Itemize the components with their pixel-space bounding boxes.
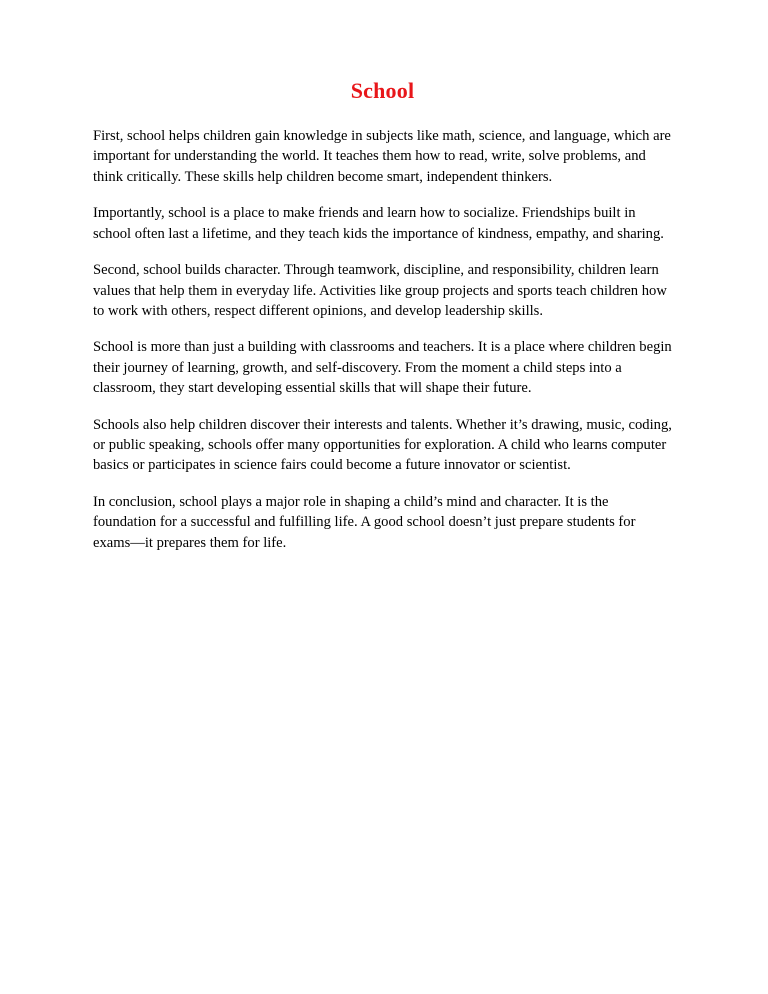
paragraph: First, school helps children gain knowledge in subjects like math, science, and language, which are important for understanding the world. It teaches them how to read, write, solve problems, and think critically. These skills help children become smart, independent thinkers. <box>93 128 671 185</box>
paragraph: Importantly, school is a place to make friends and learn how to socialize. Friendships built in school often last a lifetime, and they teach kids the importance of kindness, empathy, and sharing. <box>93 205 664 242</box>
paragraph: School is more than just a building with classrooms and teachers. It is a place where children begin their journey of learning, growth, and self-discovery. From the moment a child steps into a classroom, they start developing essential skills that will shape their future. <box>93 339 672 397</box>
document-body <box>93 126 672 553</box>
paragraph: Second, school builds character. Through teamwork, discipline, and responsibility, children learn values that help them in everyday life. Activities like group projects and sports teach children how to work with others, respect different opinions, and develop leadership skills. <box>93 262 667 319</box>
paragraph: In conclusion, school plays a major role in shaping a child’s mind and character. It is the foundation for a successful and fulfilling life. A good school doesn’t just prepare students for exams—it prepares them for life. <box>93 493 636 551</box>
page-title: School <box>350 78 415 103</box>
paragraph: Schools also help children discover their interests and talents. Whether it’s drawing, music, coding, or public speaking, schools offer many opportunities for exploration. A child who learns computer basics or participates in science fairs could become a future innovator or scientist. <box>93 416 672 474</box>
